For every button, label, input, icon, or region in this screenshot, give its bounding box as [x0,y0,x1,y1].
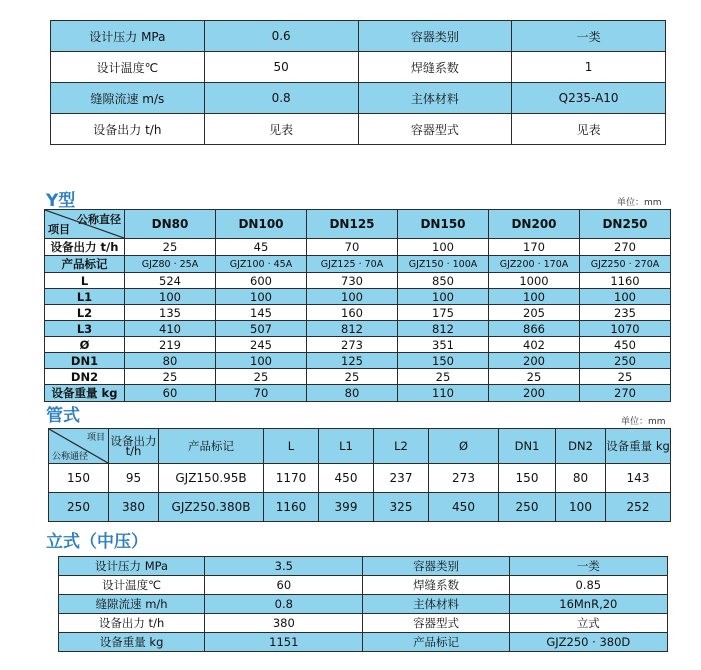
table-cell: 205 [489,305,580,321]
table-cell: 设计压力 MPa [59,557,205,576]
y-type-unit: 单位：mm [617,198,662,208]
column-header: L2 [374,429,429,464]
table-cell: 100 [307,289,398,305]
table-cell: 250 [580,353,671,369]
table-cell: 866 [489,321,580,337]
table-row [45,305,671,321]
table-cell: 170 [489,239,580,256]
table-cell: 524 [125,273,216,289]
table-cell: 焊缝系数 [358,52,512,83]
table-cell: 450 [319,464,374,493]
corner-label-top: 公称直径 [77,213,121,226]
table-cell: Q235-A10 [512,83,666,114]
table-cell: 100 [398,289,489,305]
table-cell: 见表 [204,114,358,145]
table-cell: 设计温度℃ [59,576,205,595]
column-header: DN150 [398,210,489,239]
column-header: DN1 [499,429,556,464]
table-cell: 16MnR,20 [509,595,667,614]
table-cell: GJZ80 · 25A [125,256,216,273]
table-cell: 250 [499,493,556,522]
table-cell: 150 [49,464,109,493]
row-label: DN2 [45,369,125,385]
column-header: DN80 [125,210,216,239]
table-cell: 270 [580,239,671,256]
table-cell: 410 [125,321,216,337]
table-row [45,289,671,305]
table-cell: GJZ250 · 270A [580,256,671,273]
table-cell: 325 [374,493,429,522]
table-cell: 850 [398,273,489,289]
row-label: 设备出力 t/h [45,239,125,256]
y-type-table [44,209,671,402]
table-row [51,114,666,145]
table-cell: 250 [49,493,109,522]
table-cell: 812 [307,321,398,337]
table-row [59,633,668,652]
table-cell: 见表 [512,114,666,145]
table-cell: GJZ250 · 380D [509,633,667,652]
table-cell: 150 [499,464,556,493]
table-cell: 80 [125,353,216,369]
table-cell: 1070 [580,321,671,337]
table-cell: 125 [307,353,398,369]
table-cell: 237 [374,464,429,493]
table-row [45,239,671,256]
table-row [51,83,666,114]
table-cell: GJZ200 · 170A [489,256,580,273]
table-cell: 主体材料 [358,83,512,114]
vertical-type-title: 立式（中压） [46,532,148,552]
table-cell: 25 [398,369,489,385]
table-cell: 设备重量 kg [59,633,205,652]
table-cell: 1160 [580,273,671,289]
table-cell: 200 [489,385,580,402]
table-cell: 缝隙流速 m/h [59,595,205,614]
column-header: L1 [319,429,374,464]
table-cell: 25 [216,369,307,385]
table-row [59,557,668,576]
table-cell: 1 [512,52,666,83]
table-cell: 25 [489,369,580,385]
table-cell: 600 [216,273,307,289]
table-cell: 507 [216,321,307,337]
header-row [49,429,671,464]
table-cell: 80 [307,385,398,402]
table-row [45,337,671,353]
corner-label-bottom: 项目 [48,223,70,236]
table-cell: 160 [307,305,398,321]
table-row [51,21,666,52]
table-cell: GJZ150 · 100A [398,256,489,273]
table-row [59,614,668,633]
column-header: DN100 [216,210,307,239]
header-corner-cell [49,429,109,464]
table-row [59,595,668,614]
table-cell: 730 [307,273,398,289]
table-cell: 3.5 [205,557,363,576]
table-cell: 容器型式 [358,114,512,145]
table-cell: 70 [307,239,398,256]
table-cell: 812 [398,321,489,337]
table-cell: 235 [580,305,671,321]
table-row [45,321,671,337]
table-cell: 容器型式 [363,614,509,633]
column-header: 设备重量 kg [606,429,671,464]
table-cell: 145 [216,305,307,321]
table-cell: 设备出力 t/h [59,614,205,633]
table-cell: 110 [398,385,489,402]
table-cell: 1151 [205,633,363,652]
table-cell: 0.6 [204,21,358,52]
table-cell: 设计温度℃ [51,52,205,83]
table-cell: 135 [125,305,216,321]
row-label: L3 [45,321,125,337]
table-cell: 1160 [264,493,319,522]
table-cell: 273 [429,464,499,493]
table-cell: 主体材料 [363,595,509,614]
table-cell: 容器类别 [363,557,509,576]
table-cell: GJZ125 · 70A [307,256,398,273]
table-cell: 219 [125,337,216,353]
column-header: 设备出力 t/h [109,429,159,464]
table-cell: 70 [216,385,307,402]
table-cell: 95 [109,464,159,493]
table-cell: 100 [216,289,307,305]
row-label: L2 [45,305,125,321]
table-cell: 351 [398,337,489,353]
table-cell: 143 [606,464,671,493]
table-cell: GJZ150.95B [159,464,264,493]
table-cell: GJZ250.380B [159,493,264,522]
column-header: DN200 [489,210,580,239]
corner-label-top: 项目 [86,433,105,443]
column-header: Ø [429,429,499,464]
column-header: L [264,429,319,464]
table-cell: 100 [398,239,489,256]
table-cell: 60 [205,576,363,595]
table-cell: 0.8 [205,595,363,614]
table-cell: 25 [125,239,216,256]
vertical-type-table [58,556,668,652]
table-cell: 25 [307,369,398,385]
table-cell: 25 [125,369,216,385]
table-cell: 80 [556,464,606,493]
table-cell: 60 [125,385,216,402]
table-cell: 焊缝系数 [363,576,509,595]
header-row [45,210,671,239]
table-cell: 273 [307,337,398,353]
table-row [45,256,671,273]
table-cell: 设备出力 t/h [51,114,205,145]
table-cell: 402 [489,337,580,353]
table-cell: 产品标记 [363,633,509,652]
table-cell: 50 [204,52,358,83]
column-header: 产品标记 [159,429,264,464]
table-cell: 450 [580,337,671,353]
table-row [49,493,671,522]
table-cell: 450 [429,493,499,522]
table-row [45,369,671,385]
table-row [45,385,671,402]
table-cell: 立式 [509,614,667,633]
table-cell: 100 [580,289,671,305]
corner-label-bottom: 公称通径 [52,452,89,462]
table-cell: 200 [489,353,580,369]
table-cell: 0.85 [509,576,667,595]
table-row [51,52,666,83]
row-label: Ø [45,337,125,353]
table-cell: 100 [556,493,606,522]
header-corner-cell [45,210,125,239]
table-cell: 100 [125,289,216,305]
y-type-title: Y型 [46,191,76,211]
table-cell: 150 [398,353,489,369]
row-label: DN1 [45,353,125,369]
table-cell: 25 [580,369,671,385]
table-cell: 380 [205,614,363,633]
table-cell: 一类 [509,557,667,576]
table-cell: 100 [216,353,307,369]
column-header: DN250 [580,210,671,239]
table-cell: GJZ100 · 45A [216,256,307,273]
row-label: 设备重量 kg [45,385,125,402]
table-row [49,464,671,493]
table-cell: 380 [109,493,159,522]
table-cell: 一类 [512,21,666,52]
table-cell: 1170 [264,464,319,493]
pipe-type-title: 管式 [46,406,80,426]
table-cell: 270 [580,385,671,402]
table-cell: 175 [398,305,489,321]
design-params-table [50,20,666,145]
table-cell: 缝隙流速 m/s [51,83,205,114]
table-row [59,576,668,595]
row-label: 产品标记 [45,256,125,273]
table-cell: 399 [319,493,374,522]
table-cell: 252 [606,493,671,522]
pipe-type-table [48,428,671,522]
row-label: L [45,273,125,289]
table-cell: 100 [489,289,580,305]
table-cell: 0.8 [204,83,358,114]
table-cell: 容器类别 [358,21,512,52]
row-label: L1 [45,289,125,305]
table-cell: 设计压力 MPa [51,21,205,52]
pipe-type-unit: 单位：mm [621,417,666,427]
column-header: DN2 [556,429,606,464]
table-cell: 245 [216,337,307,353]
column-header: DN125 [307,210,398,239]
table-row [45,353,671,369]
table-cell: 1000 [489,273,580,289]
table-row [45,273,671,289]
table-cell: 45 [216,239,307,256]
